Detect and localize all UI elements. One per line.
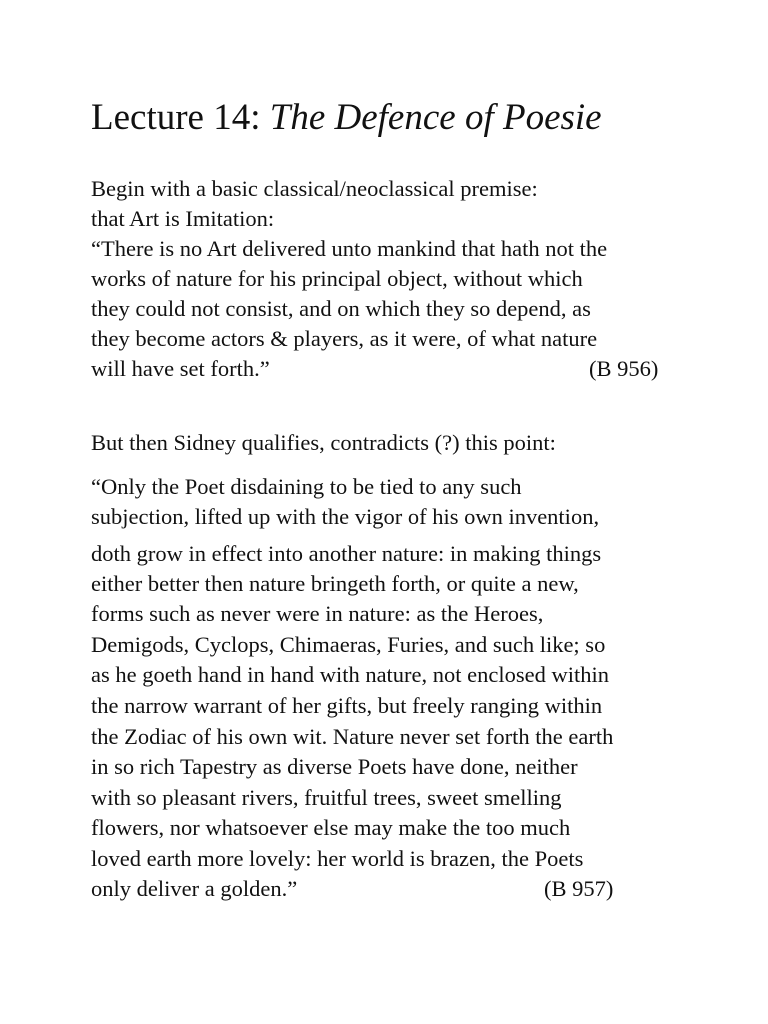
quote-line: the Zodiac of his own wit. Nature never set forth the earth — [91, 724, 614, 749]
quote-line: only deliver a golden.” — [91, 876, 298, 901]
quote-line: will have set forth.” — [91, 356, 270, 381]
quote-line: the narrow warrant of her gifts, but freely ranging within — [91, 693, 603, 718]
quote-line: in so rich Tapestry as diverse Poets have done, neither — [91, 754, 578, 779]
text-line: that Art is Imitation: — [91, 206, 275, 231]
quote-line: forms such as never were in nature: as the Heroes, — [91, 601, 544, 626]
quote-line: either better then nature bringeth forth, or quite a new, — [91, 571, 579, 596]
quote-line: with so pleasant rivers, fruitful trees, sweet smelling — [91, 785, 562, 810]
quote-line: loved earth more lovely: her world is brazen, the Poets — [91, 846, 584, 871]
quote-line: as he goeth hand in hand with nature, not enclosed within — [91, 662, 610, 687]
quote-line: “Only the Poet disdaining to be tied to any such — [91, 474, 522, 499]
text-line: Begin with a basic classical/neoclassical premise: — [91, 176, 538, 201]
quote-line: they become actors & players, as it were, of what nature — [91, 326, 598, 351]
intro-line: But then Sidney qualifies, contradicts (?) this point: — [91, 430, 556, 455]
citation: (B 957) — [544, 876, 614, 901]
quote-line: works of nature for his principal object, without which — [91, 266, 583, 291]
quote-line: subjection, lifted up with the vigor of his own invention, — [91, 504, 600, 529]
quote-line: Demigods, Cyclops, Chimaeras, Furies, and such like; so — [91, 632, 606, 657]
quote-line: flowers, nor whatsoever else may make the too much — [91, 815, 571, 840]
page-title — [91, 96, 602, 140]
quote-line: doth grow in effect into another nature: in making things — [91, 541, 602, 566]
title-work: The Defence of Poesie — [269, 97, 602, 138]
quote-line: “There is no Art delivered unto mankind that hath not the — [91, 236, 608, 261]
title-prefix: Lecture 14: — [91, 97, 270, 138]
quote-line: they could not consist, and on which they so depend, as — [91, 296, 591, 321]
citation: (B 956) — [589, 356, 659, 381]
